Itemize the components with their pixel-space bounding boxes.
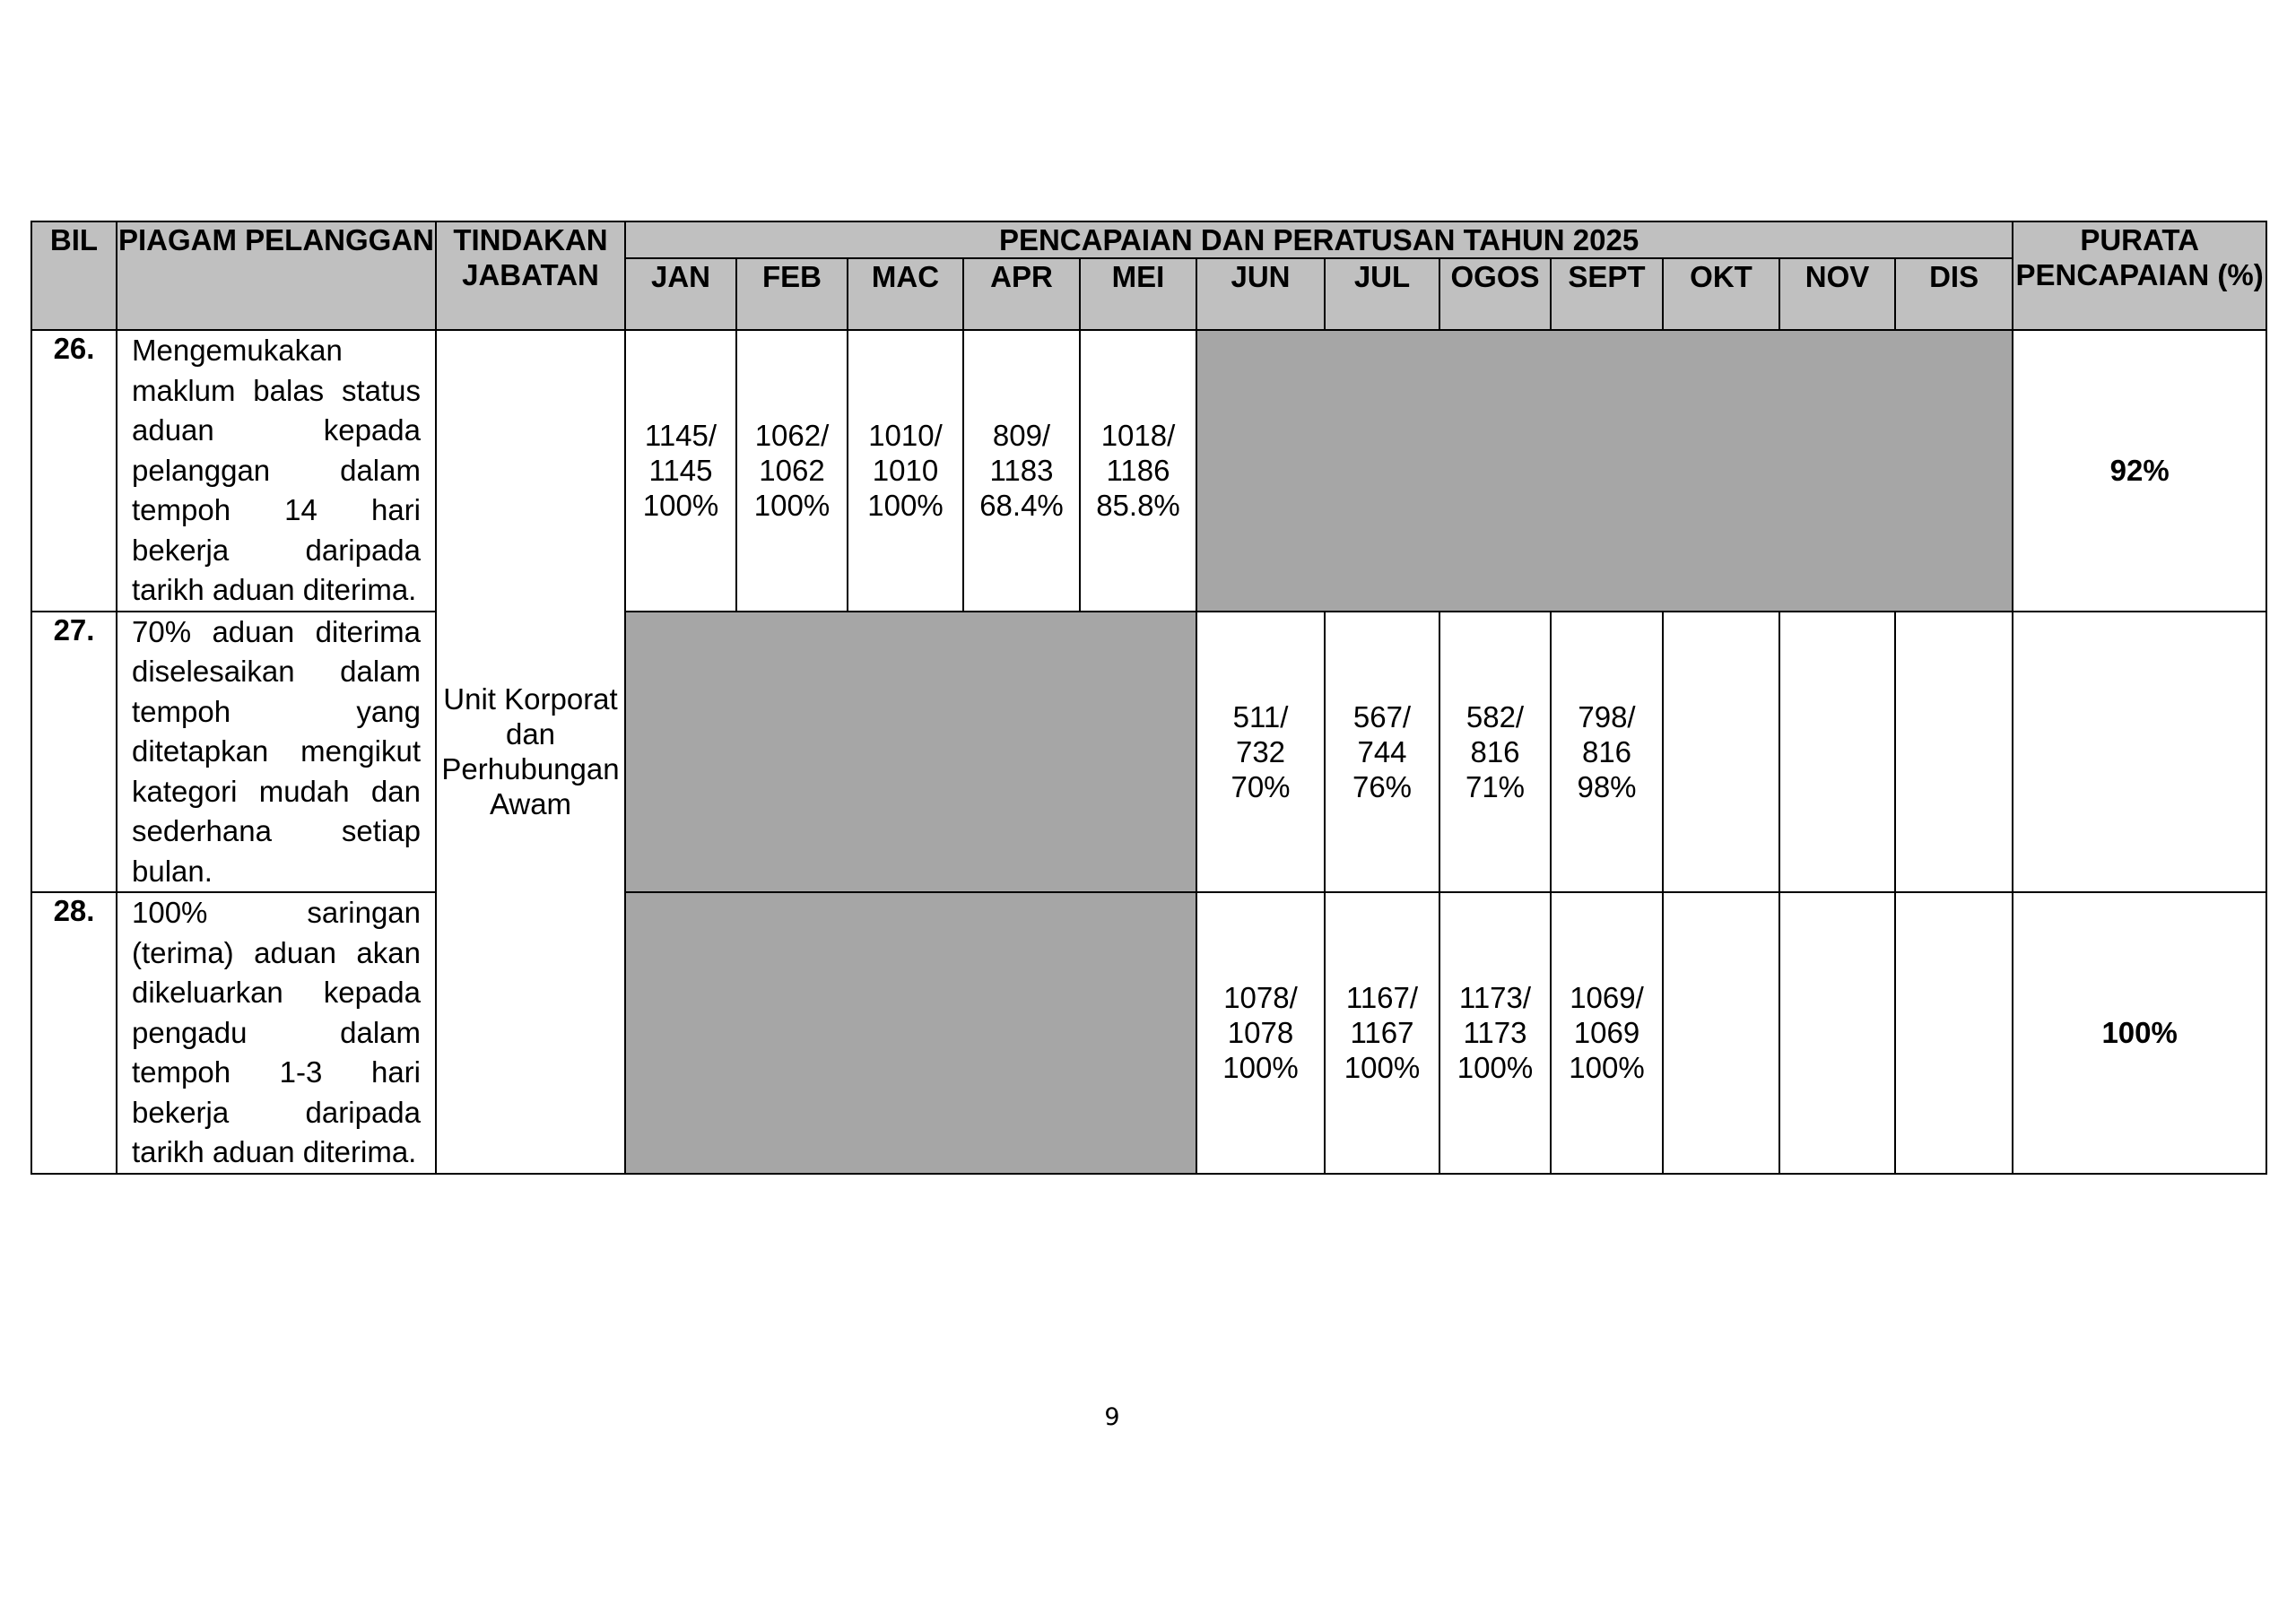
month-value: 567/ 744 76% [1325,612,1439,893]
month-value: 1018/ 1186 85.8% [1080,330,1196,612]
month-value [1895,892,2013,1174]
month-value: 582/ 816 71% [1439,612,1551,893]
header-tindakan: TINDAKAN JABATAN [436,221,625,330]
month-value: 1010/ 1010 100% [848,330,963,612]
header-pencapaian: PENCAPAIAN DAN PERATUSAN TAHUN 2025 [625,221,2013,258]
month-value: 798/ 816 98% [1551,612,1663,893]
month-value: 1145/ 1145 100% [625,330,736,612]
header-piagam: PIAGAM PELANGGAN [117,221,436,330]
month-value: 1069/ 1069 100% [1551,892,1663,1174]
month-value: 1062/ 1062 100% [736,330,848,612]
month-header: JAN [625,258,736,330]
month-header: MEI [1080,258,1196,330]
month-value [1895,612,2013,893]
month-value [1663,612,1779,893]
month-value: 1078/ 1078 100% [1196,892,1325,1174]
table-row [31,892,2266,1174]
month-header: DIS [1895,258,2013,330]
month-header: MAC [848,258,963,330]
month-header: SEPT [1551,258,1663,330]
month-header: APR [963,258,1080,330]
header-bil: BIL [31,221,117,330]
row-number: 28. [31,892,117,1174]
month-value: 1167/ 1167 100% [1325,892,1439,1174]
month-header: JUN [1196,258,1325,330]
shaded-cell [625,892,1196,1174]
month-header: JUL [1325,258,1439,330]
table-row [31,330,2266,612]
average-value [2013,612,2266,893]
average-value: 100% [2013,892,2266,1174]
month-value [1779,892,1895,1174]
row-number: 26. [31,330,117,612]
charter-text: Mengemukakan maklum balas status aduan kepada pelanggan dalam tempoh 14 hari bekerja daripada tarikh aduan diterima. [117,330,436,612]
month-header: OKT [1663,258,1779,330]
month-value [1779,612,1895,893]
month-header: OGOS [1439,258,1551,330]
month-value: 511/ 732 70% [1196,612,1325,893]
month-header: NOV [1779,258,1895,330]
customer-charter-table [30,221,2267,1175]
month-value: 1173/ 1173 100% [1439,892,1551,1174]
row-number: 27. [31,612,117,893]
table-row [31,612,2266,893]
month-value: 809/ 1183 68.4% [963,330,1080,612]
average-value: 92% [2013,330,2266,612]
month-header: FEB [736,258,848,330]
charter-text: 70% aduan diterima diselesaikan dalam tempoh yang ditetapkan mengikut kategori mudah dan sederhana setiap bulan. [117,612,436,893]
header-purata: PURATA PENCAPAIAN (%) [2013,221,2266,330]
department-unit: Unit Korporat dan Perhubungan Awam [436,330,625,1174]
shaded-cell [1196,330,2013,612]
page-number: 9 [1104,1403,1120,1431]
charter-text: 100% saringan (terima) aduan akan dikeluarkan kepada pengadu dalam tempoh 1-3 hari bekerja daripada tarikh aduan diterima. [117,892,436,1174]
month-value [1663,892,1779,1174]
shaded-cell [625,612,1196,893]
